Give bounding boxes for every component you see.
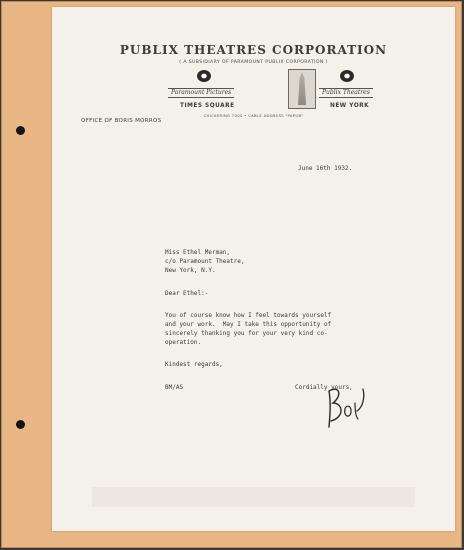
location-right: NEW YORK: [330, 103, 370, 109]
reference-initials: BM/AS: [165, 384, 184, 391]
faded-footer: [92, 487, 415, 507]
closing: Kindest regards,: [165, 361, 223, 368]
brand-right: Publix Theatres: [319, 88, 373, 98]
scrapbook-page: [1, 1, 462, 548]
cable-address: CHICKERING 7000 • CABLE ADDRESS "PAPUB": [203, 113, 304, 118]
salutation: Dear Ethel:-: [165, 290, 209, 297]
recipient-line-1: Miss Ethel Merman,: [165, 249, 231, 256]
recipient-line-2: c/o Paramount Theatre,: [165, 258, 245, 265]
handwritten-signature: [321, 377, 373, 435]
paramount-seal-icon: [197, 70, 211, 82]
body-line-2: and your work. May I take this opportunity of: [165, 321, 332, 328]
brand-left: Paramount Pictures: [168, 88, 234, 98]
letter-date: June 16th 1932.: [298, 165, 353, 172]
letterhead-company: PUBLIX THEATRES CORPORATION: [119, 43, 388, 57]
building-logo-icon: [288, 69, 316, 109]
letter-sheet: [52, 7, 455, 531]
binder-hole-top: [16, 126, 25, 135]
location-left: TIMES SQUARE: [180, 103, 235, 109]
publix-seal-icon: [340, 70, 354, 82]
binder-hole-bottom: [16, 420, 25, 429]
body-line-3: sincerely thanking you for your very kind co-: [165, 330, 328, 337]
recipient-line-3: New York, N.Y.: [165, 267, 216, 274]
body-line-1: You of course know how I feel towards yourself: [165, 312, 332, 319]
body-line-4: operation.: [165, 339, 202, 346]
signoff: Cordially yours,: [295, 384, 353, 391]
office-line: OFFICE OF BORIS MORROS: [81, 118, 162, 124]
letterhead-subsidiary: ( A SUBSIDIARY OF PARAMOUNT PUBLIX CORPORATION ): [179, 60, 328, 65]
